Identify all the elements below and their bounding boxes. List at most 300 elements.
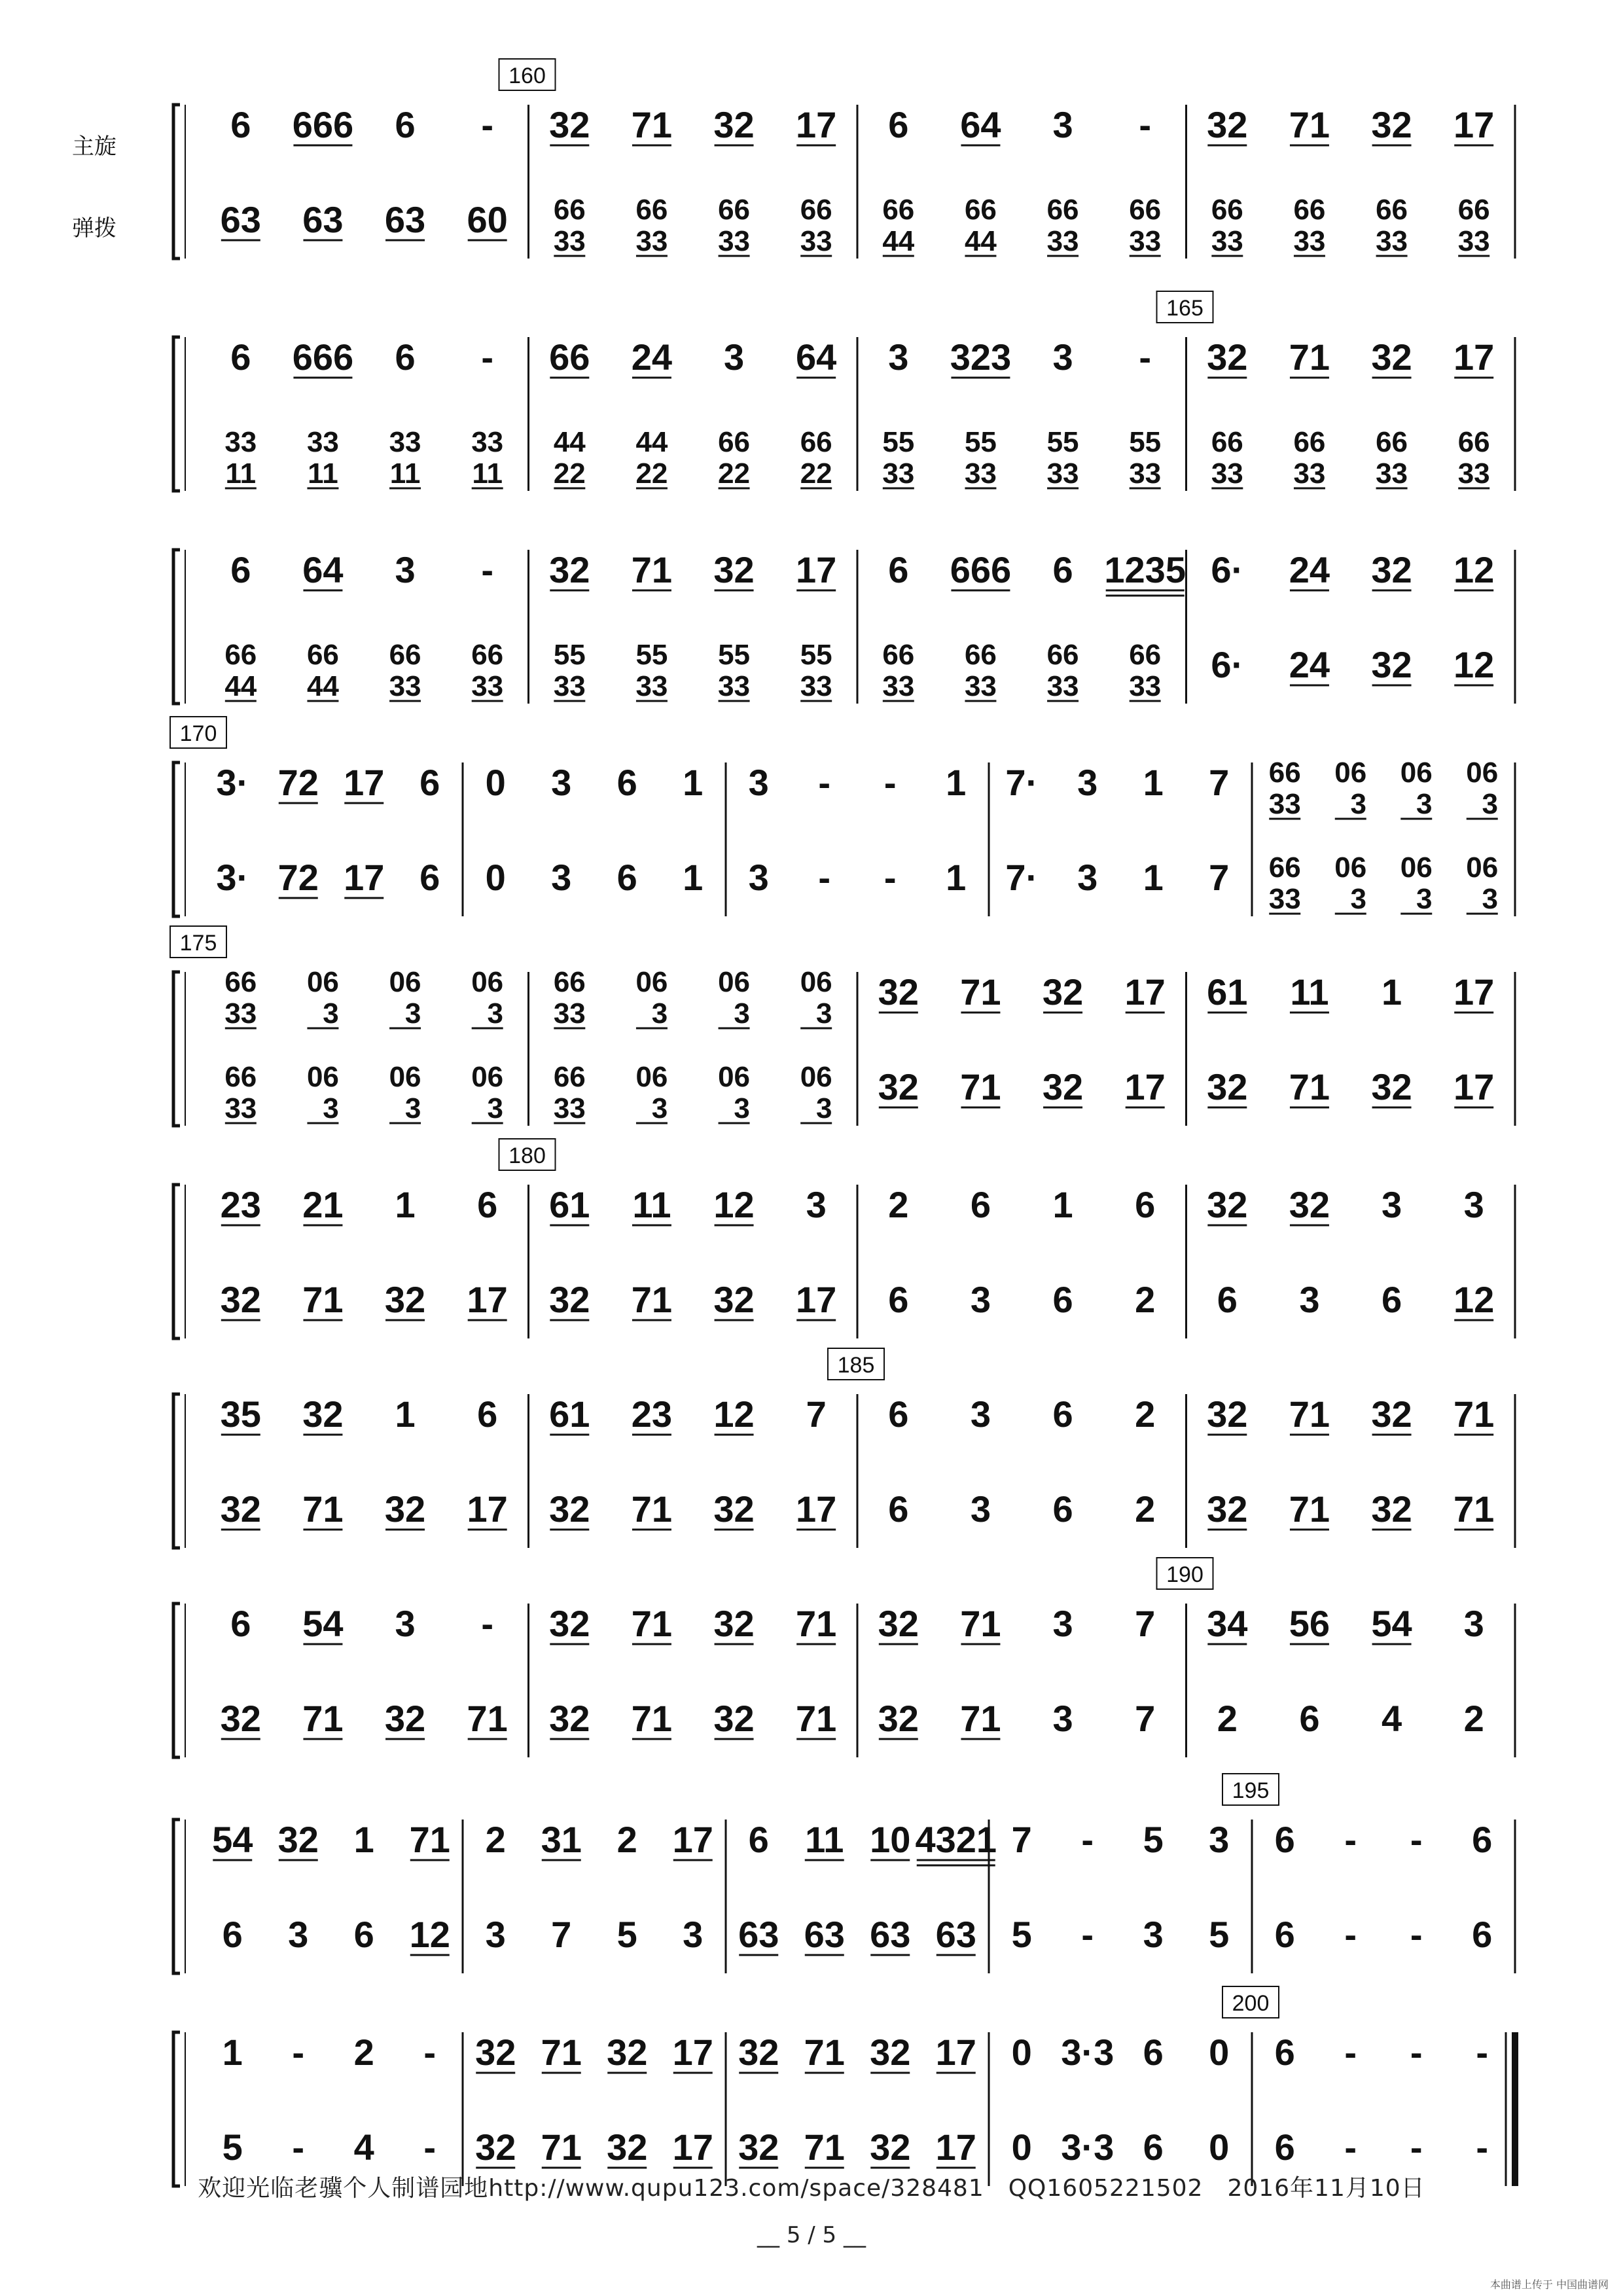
- system-9-bar-1-top-note: 54: [212, 1819, 253, 1860]
- system-4-bar-5-bottom-chord-lower: 3: [1416, 883, 1433, 915]
- system-9-bar-1-top-note: 32: [277, 1819, 319, 1860]
- system-5-bar-1-top-chord-upper: 06: [306, 966, 339, 998]
- system-2-bar-2-bottom-chord-lower: 22: [718, 457, 751, 490]
- system-2-bar-2-bottom-chord-lower: 22: [553, 457, 586, 490]
- system-1-bar-3-bottom-chord-lower: 44: [882, 225, 915, 257]
- system-3-bar-4-top-note: 32: [1371, 549, 1412, 590]
- page-number-text: 5 / 5: [786, 2222, 837, 2248]
- footer-credit: 欢迎光临老骥个人制谱园地http://www.qupu123.com/space/328481 QQ1605221502 2016年11月10日: [198, 2175, 1425, 2202]
- system-5-bar-1-top-chord-lower: 3: [404, 997, 421, 1030]
- system-10-bar-1-bottom-note: 4: [353, 2126, 374, 2168]
- system-3-bar-3-bottom-chord-lower: 33: [964, 670, 997, 702]
- system-5-bar-2-bottom-chord-lower: 3: [651, 1092, 668, 1124]
- system-2-bar-1-top-note: -: [481, 336, 494, 378]
- system-10-bar-3-bottom-note: 32: [738, 2126, 779, 2168]
- system-5-bar-2-bottom-chord-upper: 06: [800, 1061, 832, 1093]
- system-4-bar-3-top-note: 1: [946, 762, 967, 803]
- system-10-bar-2-bottom-note: 17: [672, 2126, 713, 2168]
- system-10-bar-3-top-note: 32: [738, 2032, 779, 2073]
- system-9-bar-2-top-note: 2: [485, 1819, 506, 1860]
- system-10-bar-5-top-note: -: [1410, 2032, 1423, 2073]
- system-7-bar-1-bottom-note: 17: [467, 1488, 508, 1530]
- system-10-bar-2-top-note: 17: [672, 2032, 713, 2073]
- system-5-bar-1-bottom-chord-lower: 33: [224, 1092, 257, 1124]
- system-7-bar-4-top-note: 71: [1289, 1393, 1330, 1435]
- system-10-bar-5-bottom-note: -: [1476, 2126, 1489, 2168]
- system-6-bar-4-bottom-note: 12: [1454, 1279, 1495, 1320]
- system-2-bar-4-top-note: 32: [1371, 336, 1412, 378]
- system-10-bar-4-top-note: 0: [1209, 2032, 1230, 2073]
- system-7-bar-4-top-note: 32: [1371, 1393, 1412, 1435]
- system-8-bar-4-top-note: 54: [1371, 1603, 1412, 1644]
- system-6-bar-1-top-note: 6: [477, 1184, 498, 1225]
- system-5-bar-3-top-note: 32: [1042, 971, 1084, 1013]
- system-9-bar-4-bottom-note: 3: [1143, 1914, 1164, 1955]
- system-2-bar-2-bottom-chord-upper: 66: [800, 426, 832, 458]
- system-4-bar-3-top-note: -: [818, 762, 831, 803]
- system-1-bar-4-bottom-chord-upper: 66: [1376, 194, 1408, 226]
- system-8-bar-1-bottom-note: 71: [302, 1698, 344, 1739]
- system-2-bar-2-top-note: 66: [549, 336, 590, 378]
- system-7-bar-2-top-note: 23: [631, 1393, 673, 1435]
- system-5-bar-2-bottom-chord-upper: 06: [635, 1061, 668, 1093]
- system-6-bar-3-top-note: 6: [1135, 1184, 1156, 1225]
- system-6-bar-1-bottom-note: 71: [302, 1279, 344, 1320]
- system-9-bar-5-top-note: -: [1344, 1819, 1357, 1860]
- system-1-bar-3-bottom-chord-lower: 33: [1129, 225, 1162, 257]
- system-2-bar-3-bottom-chord-upper: 55: [1129, 426, 1162, 458]
- system-8-bar-1-top-note: -: [481, 1603, 494, 1644]
- system-1-bar-4-bottom-chord-upper: 66: [1457, 194, 1490, 226]
- system-10-bar-2-top-note: 71: [541, 2032, 582, 2073]
- system-9-bar-1-bottom-note: 6: [222, 1914, 243, 1955]
- system-7-bar-2-top-note: 7: [806, 1393, 827, 1435]
- system-6-bar-4-bottom-note: 3: [1299, 1279, 1320, 1320]
- system-10-bar-1-top-note: 2: [353, 2032, 374, 2073]
- system-6-bar-3-bottom-note: 6: [888, 1279, 909, 1320]
- system-5-bar-2-bottom-chord-upper: 66: [553, 1061, 586, 1093]
- system-2-bar-1-bottom-chord-lower: 11: [389, 457, 421, 490]
- system-9-bar-2-bottom-note: 7: [551, 1914, 572, 1955]
- system-5-bar-3-top-note: 17: [1124, 971, 1166, 1013]
- system-4-bar-1-bottom-note: 17: [344, 857, 385, 898]
- system-3-bar-1-top-note: 3: [395, 549, 416, 590]
- system-9-bar-2-top-note: 31: [541, 1819, 582, 1860]
- system-3-bar-1-top-note: -: [481, 549, 494, 590]
- page-number-rule-left: __: [757, 2222, 787, 2248]
- system-8-bar-1-bottom-note: 32: [220, 1698, 261, 1739]
- system-2-bar-1-top-note: 6: [395, 336, 416, 378]
- system-8-measure-number: 190: [1166, 1562, 1204, 1587]
- system-7-bar-1-bottom-note: 32: [220, 1488, 261, 1530]
- system-7-bar-4-bottom-note: 32: [1207, 1488, 1248, 1530]
- system-2-bar-4-top-note: 17: [1454, 336, 1495, 378]
- system-2-bar-1-top-note: 666: [292, 336, 354, 378]
- system-4-bar-5-bottom-chord-upper: 06: [1466, 852, 1499, 884]
- system-3-bar-2-top-note: 71: [631, 549, 673, 590]
- system-2-bar-1-bottom-chord-upper: 33: [306, 426, 339, 458]
- system-2-bar-3-bottom-chord-upper: 55: [1046, 426, 1079, 458]
- system-4-bar-5-bottom-chord-lower: 3: [1482, 883, 1498, 915]
- system-6-bar-3-top-note: 1: [1052, 1184, 1073, 1225]
- system-4-bar-2-top-note: 6: [616, 762, 637, 803]
- system-5-bar-4-top-note: 11: [1290, 971, 1329, 1013]
- system-4-bar-2-bottom-note: 0: [485, 857, 506, 898]
- system-8-bar-2-top-note: 32: [549, 1603, 590, 1644]
- system-8-bar-2-top-note: 71: [631, 1603, 673, 1644]
- system-3-bar-3-bottom-chord-upper: 66: [1046, 639, 1079, 671]
- system-4-bar-5-top-chord-upper: 06: [1400, 757, 1433, 789]
- system-8-bar-3-bottom-note: 7: [1135, 1698, 1156, 1739]
- system-4-brace: [173, 762, 180, 916]
- system-4-bar-5-top-chord-lower: 3: [1482, 788, 1498, 820]
- system-4-bar-5-bottom-chord-lower: 33: [1268, 883, 1301, 915]
- system-3-bar-2-top-note: 32: [549, 549, 590, 590]
- system-2-bar-4-bottom-chord-upper: 66: [1293, 426, 1326, 458]
- system-9-bar-4-bottom-note: 5: [1209, 1914, 1230, 1955]
- system-5-bar-4-top-note: 61: [1207, 971, 1248, 1013]
- system-1-bar-4-bottom-chord-lower: 33: [1293, 225, 1326, 257]
- system-3-bar-4-top-note: 6·: [1211, 549, 1244, 590]
- system-7-bar-3-top-note: 2: [1135, 1393, 1156, 1435]
- system-7-bar-2-top-note: 12: [713, 1393, 755, 1435]
- system-1-bar-2-bottom-chord-lower: 33: [800, 225, 832, 257]
- system-4-bar-5-bottom-chord-upper: 06: [1400, 852, 1433, 884]
- system-10-bar-1-bottom-note: -: [423, 2126, 437, 2168]
- system-7-bar-1-top-note: 6: [477, 1393, 498, 1435]
- system-1-bar-2-bottom-chord-lower: 33: [635, 225, 668, 257]
- system-8-bar-1-top-note: 3: [395, 1603, 416, 1644]
- system-5-brace: [173, 972, 180, 1126]
- system-1-bar-3-top-note: 3: [1052, 104, 1073, 145]
- system-1-bar-2-bottom-chord-upper: 66: [553, 194, 586, 226]
- system-4-bar-1-top-note: 72: [277, 762, 319, 803]
- system-9-bar-5-bottom-note: -: [1410, 1914, 1423, 1955]
- system-10-brace: [173, 2032, 180, 2186]
- system-9-bar-3-top-note: 4321: [915, 1819, 997, 1860]
- system-10-bar-5-top-note: -: [1476, 2032, 1489, 2073]
- system-4-bar-4-top-note: 7: [1209, 762, 1230, 803]
- system-5-bar-1-bottom-chord-upper: 66: [224, 1061, 257, 1093]
- system-8-bar-3-bottom-note: 32: [878, 1698, 919, 1739]
- system-5-bar-2-top-chord-lower: 3: [734, 997, 750, 1030]
- system-4-bar-4-bottom-note: 1: [1143, 857, 1164, 898]
- system-3-bar-2-bottom-chord-upper: 55: [553, 639, 586, 671]
- system-4-bar-2-bottom-note: 3: [551, 857, 572, 898]
- system-5-bar-4-top-note: 1: [1381, 971, 1402, 1013]
- system-4-bar-1-bottom-note: 6: [419, 857, 440, 898]
- system-6-bar-3-top-note: 2: [888, 1184, 909, 1225]
- system-5-bar-2-bottom-chord-upper: 06: [718, 1061, 751, 1093]
- system-4-bar-5-top-chord-lower: 3: [1350, 788, 1366, 820]
- system-2-bar-1-bottom-chord-lower: 11: [308, 457, 338, 490]
- system-1-bar-2-top-note: 32: [549, 104, 590, 145]
- system-4-bar-2-top-note: 0: [485, 762, 506, 803]
- system-8-bar-2-top-note: 32: [713, 1603, 755, 1644]
- system-3-bar-1-top-note: 64: [302, 549, 344, 590]
- system-10-bar-2-bottom-note: 71: [541, 2126, 582, 2168]
- system-1-bar-1-bottom-note: 63: [384, 199, 426, 240]
- system-1-bar-3-bottom-chord-lower: 33: [1046, 225, 1079, 257]
- system-9-bar-1-bottom-note: 12: [409, 1914, 450, 1955]
- system-7-bar-4-bottom-note: 71: [1289, 1488, 1330, 1530]
- system-6-bar-2-bottom-note: 71: [631, 1279, 673, 1320]
- system-10-bar-4-top-note: 3·3: [1061, 2032, 1115, 2073]
- system-4-bar-3-bottom-note: -: [818, 857, 831, 898]
- system-3-bar-4-top-note: 12: [1454, 549, 1495, 590]
- system-2-bar-3-bottom-chord-lower: 33: [882, 457, 915, 490]
- system-3-bar-2-top-note: 32: [713, 549, 755, 590]
- system-6-bar-1-bottom-note: 32: [384, 1279, 426, 1320]
- system-9-bar-2-top-note: 2: [616, 1819, 637, 1860]
- system-2-bar-2-bottom-chord-upper: 44: [635, 426, 668, 458]
- system-9-bar-3-bottom-note: 63: [870, 1914, 911, 1955]
- system-5-bar-4-top-note: 17: [1454, 971, 1495, 1013]
- system-7-bar-2-bottom-note: 17: [796, 1488, 837, 1530]
- system-9-bar-4-top-note: 7: [1011, 1819, 1032, 1860]
- system-2-bar-1-bottom-chord-lower: 11: [225, 457, 257, 490]
- system-6-bar-4-bottom-note: 6: [1381, 1279, 1402, 1320]
- system-6-bar-2-bottom-note: 32: [549, 1279, 590, 1320]
- system-7-bar-1-top-note: 32: [302, 1393, 344, 1435]
- system-2-bar-4-top-note: 32: [1207, 336, 1248, 378]
- system-5-bar-3-bottom-note: 17: [1124, 1066, 1166, 1107]
- system-3-bar-1-bottom-chord-upper: 66: [471, 639, 504, 671]
- system-8-bar-2-bottom-note: 71: [796, 1698, 837, 1739]
- page-number: [0, 2222, 1623, 2248]
- system-2-bar-2-bottom-chord-lower: 22: [635, 457, 668, 490]
- system-1-bar-1-top-note: 666: [292, 104, 354, 145]
- system-4-bar-1-bottom-note: 72: [277, 857, 319, 898]
- system-1-bar-4-bottom-chord-upper: 66: [1293, 194, 1326, 226]
- system-5-bar-2-top-chord-upper: 06: [800, 966, 832, 998]
- system-1-bar-2-bottom-chord-upper: 66: [718, 194, 751, 226]
- system-8-bar-2-bottom-note: 32: [713, 1698, 755, 1739]
- system-4-bar-5-top-chord-upper: 06: [1466, 757, 1499, 789]
- system-7-bar-3-top-note: 6: [1052, 1393, 1073, 1435]
- system-10-bar-2-bottom-note: 32: [607, 2126, 648, 2168]
- system-10-bar-4-bottom-note: 3·3: [1061, 2126, 1115, 2168]
- system-10-bar-1-top-note: 1: [222, 2032, 243, 2073]
- system-5-bar-2-top-chord-upper: 06: [718, 966, 751, 998]
- system-1-bar-4-top-note: 17: [1454, 104, 1495, 145]
- system-9-bar-1-top-note: 71: [409, 1819, 450, 1860]
- system-5-bar-2-top-chord-lower: 3: [815, 997, 832, 1030]
- system-2-bar-2-top-note: 3: [723, 336, 745, 378]
- system-6-bar-3-bottom-note: 2: [1135, 1279, 1156, 1320]
- system-3-bar-2-top-note: 17: [796, 549, 837, 590]
- system-2-bar-1-top-note: 6: [230, 336, 251, 378]
- system-4-measure-number: 170: [179, 721, 217, 746]
- system-5-bar-1-bottom-chord-upper: 06: [471, 1061, 504, 1093]
- system-1-bar-4-top-note: 71: [1289, 104, 1330, 145]
- system-5-bar-4-bottom-note: 32: [1371, 1066, 1412, 1107]
- system-1-bar-2-bottom-chord-lower: 33: [718, 225, 751, 257]
- system-3-bar-3-top-note: 6: [888, 549, 909, 590]
- system-8-bar-3-bottom-note: 71: [960, 1698, 1001, 1739]
- system-5-bar-1-top-chord-lower: 3: [323, 997, 339, 1030]
- system-10-bar-1-bottom-note: -: [292, 2126, 305, 2168]
- system-8-bar-1-top-note: 54: [302, 1603, 344, 1644]
- system-7-bar-1-top-note: 35: [220, 1393, 261, 1435]
- system-1-bar-4-top-note: 32: [1371, 104, 1412, 145]
- system-6-bar-4-bottom-note: 6: [1217, 1279, 1238, 1320]
- system-3-bar-2-bottom-chord-lower: 33: [800, 670, 832, 702]
- system-8-bar-3-top-note: 7: [1135, 1603, 1156, 1644]
- system-10-bar-4-bottom-note: 0: [1209, 2126, 1230, 2168]
- system-1-bar-3-bottom-chord-upper: 66: [964, 194, 997, 226]
- system-9-bar-2-bottom-note: 3: [683, 1914, 704, 1955]
- system-2-bar-4-bottom-chord-upper: 66: [1211, 426, 1243, 458]
- system-7-bar-2-bottom-note: 71: [631, 1488, 673, 1530]
- system-7-bar-3-bottom-note: 6: [888, 1488, 909, 1530]
- system-6-bar-4-top-note: 32: [1207, 1184, 1248, 1225]
- system-5-bar-3-bottom-note: 32: [1042, 1066, 1084, 1107]
- system-4-bar-5-top-chord-upper: 06: [1334, 757, 1367, 789]
- system-6-bar-1-bottom-note: 32: [220, 1279, 261, 1320]
- system-3-bar-3-bottom-chord-upper: 66: [882, 639, 915, 671]
- system-7-bar-3-bottom-note: 2: [1135, 1488, 1156, 1530]
- system-3-bar-4-top-note: 24: [1289, 549, 1330, 590]
- system-6-bar-1-top-note: 23: [220, 1184, 261, 1225]
- system-6-measure-number: 180: [508, 1143, 546, 1168]
- system-2-bar-3-top-note: 323: [950, 336, 1012, 378]
- system-10-bar-2-bottom-note: 32: [475, 2126, 516, 2168]
- system-5-bar-1-bottom-chord-lower: 3: [323, 1092, 339, 1124]
- system-6-bar-3-bottom-note: 3: [970, 1279, 991, 1320]
- system-7-bar-3-top-note: 3: [970, 1393, 991, 1435]
- system-3-bar-1-top-note: 6: [230, 549, 251, 590]
- system-1-measure-number: 160: [508, 63, 546, 88]
- system-7-bar-4-top-note: 71: [1454, 1393, 1495, 1435]
- system-7-bar-3-bottom-note: 6: [1052, 1488, 1073, 1530]
- system-8-bar-1-top-note: 6: [230, 1603, 251, 1644]
- system-4-bar-3-bottom-note: -: [883, 857, 897, 898]
- system-7-bar-1-top-note: 1: [395, 1393, 416, 1435]
- system-6-bar-2-top-note: 11: [632, 1184, 671, 1225]
- system-7-bar-2-bottom-note: 32: [713, 1488, 755, 1530]
- system-2-measure-number: 165: [1166, 296, 1204, 321]
- system-6-bar-2-top-note: 61: [549, 1184, 590, 1225]
- system-8-bar-3-top-note: 71: [960, 1603, 1001, 1644]
- system-9-bar-5-bottom-note: 6: [1472, 1914, 1493, 1955]
- system-4-bar-5-bottom-chord-lower: 3: [1350, 883, 1366, 915]
- system-5-bar-2-top-chord-lower: 33: [553, 997, 586, 1030]
- system-5-bar-1-bottom-chord-upper: 06: [306, 1061, 339, 1093]
- system-5-bar-3-top-note: 32: [878, 971, 919, 1013]
- system-1-bar-1-top-note: 6: [395, 104, 416, 145]
- system-3-bar-2-bottom-chord-upper: 55: [718, 639, 751, 671]
- system-3-bar-2-bottom-chord-lower: 33: [635, 670, 668, 702]
- system-4-bar-3-bottom-note: 1: [946, 857, 967, 898]
- system-9-bar-1-bottom-note: 6: [353, 1914, 374, 1955]
- system-5-bar-4-bottom-note: 17: [1454, 1066, 1495, 1107]
- system-5-bar-2-bottom-chord-lower: 3: [734, 1092, 750, 1124]
- staff-label-bottom: 弹拨: [72, 216, 116, 241]
- system-10-bar-5-bottom-note: -: [1344, 2126, 1357, 2168]
- system-6-bar-1-top-note: 1: [395, 1184, 416, 1225]
- system-1-bar-3-top-note: 64: [960, 104, 1001, 145]
- system-1-bar-3-bottom-chord-upper: 66: [1046, 194, 1079, 226]
- system-10-bar-5-top-note: -: [1344, 2032, 1357, 2073]
- system-4-bar-5-bottom-chord-upper: 66: [1268, 852, 1301, 884]
- system-1-bar-2-bottom-chord-upper: 66: [635, 194, 668, 226]
- system-4-bar-4-bottom-note: 7: [1209, 857, 1230, 898]
- system-6-bar-4-top-note: 32: [1289, 1184, 1330, 1225]
- site-watermark: 本曲谱上传于 中国曲谱网: [1489, 2278, 1609, 2291]
- system-2-bar-3-bottom-chord-lower: 33: [964, 457, 997, 490]
- system-9-bar-3-bottom-note: 63: [935, 1914, 976, 1955]
- system-10-bar-1-bottom-note: 5: [222, 2126, 243, 2168]
- system-1-bar-1-top-note: 6: [230, 104, 251, 145]
- system-8-bar-3-top-note: 32: [878, 1603, 919, 1644]
- system-4-bar-4-top-note: 1: [1143, 762, 1164, 803]
- system-3-bar-1-bottom-chord-lower: 33: [471, 670, 504, 702]
- system-8-bar-3-top-note: 3: [1052, 1603, 1073, 1644]
- system-2-bar-3-bottom-chord-upper: 55: [882, 426, 915, 458]
- system-10-bar-4-top-note: 6: [1143, 2032, 1164, 2073]
- system-1-bar-3-bottom-chord-upper: 66: [882, 194, 915, 226]
- system-10-bar-3-top-note: 32: [870, 2032, 911, 2073]
- system-4-bar-2-bottom-note: 6: [616, 857, 637, 898]
- system-6-bar-3-top-note: 6: [970, 1184, 991, 1225]
- system-2-bar-4-bottom-chord-upper: 66: [1376, 426, 1408, 458]
- system-2-bar-2-bottom-chord-upper: 66: [718, 426, 751, 458]
- system-6-brace: [173, 1185, 180, 1338]
- system-3-bar-3-bottom-chord-upper: 66: [964, 639, 997, 671]
- system-7-bar-4-bottom-note: 71: [1454, 1488, 1495, 1530]
- system-3-bar-2-bottom-chord-lower: 33: [718, 670, 751, 702]
- system-5-bar-1-bottom-chord-lower: 3: [404, 1092, 421, 1124]
- system-4-bar-1-top-note: 17: [344, 762, 385, 803]
- system-8-bar-1-bottom-note: 32: [384, 1698, 426, 1739]
- system-5-bar-1-top-chord-lower: 33: [224, 997, 257, 1030]
- system-2-bar-1-bottom-chord-upper: 33: [224, 426, 257, 458]
- system-5-bar-2-top-chord-upper: 66: [553, 966, 586, 998]
- system-2-brace: [173, 337, 180, 491]
- system-3-bar-2-bottom-chord-upper: 55: [800, 639, 832, 671]
- system-3-bar-4-bottom-note: 32: [1371, 644, 1412, 685]
- system-2-bar-2-top-note: 64: [796, 336, 837, 378]
- system-2-bar-3-top-note: 3: [888, 336, 909, 378]
- system-3-bar-3-bottom-chord-lower: 33: [1129, 670, 1162, 702]
- system-9-bar-3-bottom-note: 63: [738, 1914, 779, 1955]
- system-7-bar-1-bottom-note: 71: [302, 1488, 344, 1530]
- system-4-bar-1-bottom-note: 3·: [216, 857, 249, 898]
- system-3-bar-3-bottom-chord-upper: 66: [1129, 639, 1162, 671]
- system-8-bar-4-bottom-note: 4: [1381, 1698, 1402, 1739]
- system-6-bar-2-bottom-note: 32: [713, 1279, 755, 1320]
- system-6-bar-2-top-note: 3: [806, 1184, 827, 1225]
- system-4-bar-2-bottom-note: 1: [683, 857, 704, 898]
- system-9-bar-1-bottom-note: 3: [288, 1914, 309, 1955]
- system-3-bar-3-top-note: 666: [950, 549, 1012, 590]
- system-4-bar-2-top-note: 1: [683, 762, 704, 803]
- system-5-bar-1-top-chord-upper: 06: [471, 966, 504, 998]
- system-2-bar-4-bottom-chord-upper: 66: [1457, 426, 1490, 458]
- system-8-bar-4-top-note: 56: [1289, 1603, 1330, 1644]
- system-4-bar-4-bottom-note: 7·: [1005, 857, 1039, 898]
- system-5-bar-2-bottom-chord-lower: 33: [553, 1092, 586, 1124]
- system-6-bar-3-bottom-note: 6: [1052, 1279, 1073, 1320]
- system-5-bar-4-bottom-note: 32: [1207, 1066, 1248, 1107]
- system-8-bar-4-top-note: 34: [1207, 1603, 1248, 1644]
- system-9-bar-3-bottom-note: 63: [804, 1914, 845, 1955]
- system-1-bar-3-bottom-chord-lower: 44: [964, 225, 997, 257]
- system-1-bar-1-bottom-note: 63: [302, 199, 344, 240]
- system-1-bar-1-bottom-note: 63: [220, 199, 261, 240]
- system-10-bar-1-top-note: -: [292, 2032, 305, 2073]
